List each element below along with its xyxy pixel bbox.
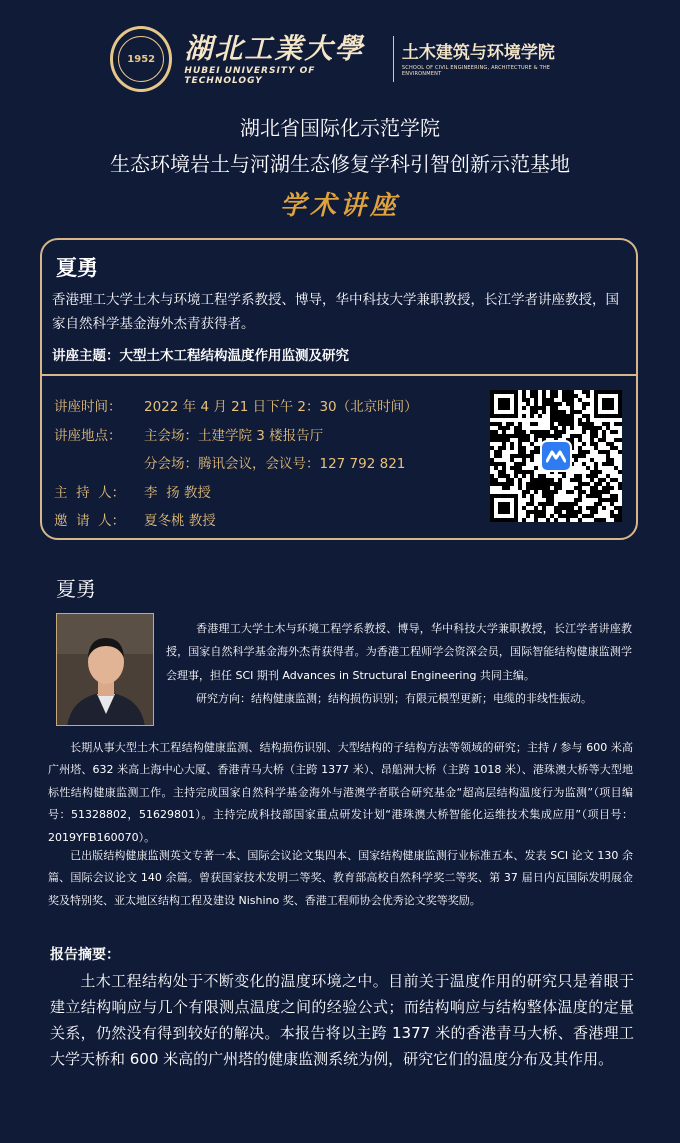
bio-paragraph-1 xyxy=(166,617,632,710)
time-label: 讲座时间： xyxy=(54,399,122,415)
speaker-short-bio: 香港理工大学土木与环境工程学系教授、博导，华中科技大学兼职教授，长江学者讲座教授，国家自然科学基金海外杰青获得者。 xyxy=(52,292,619,332)
place-main: 主会场：土建学院 3 楼报告厅 xyxy=(144,427,324,444)
qr-code-icon[interactable] xyxy=(490,390,622,522)
tencent-meeting-logo-icon xyxy=(540,440,572,472)
card-divider xyxy=(42,374,636,376)
inviter-label: 邀 请 人： xyxy=(54,513,126,529)
brand-divider xyxy=(393,36,394,82)
title-line-3: 学术讲座 xyxy=(279,191,400,221)
abstract-body: 土木工程结构处于不断变化的温度环境之中。目前关于温度作用的研究只是着眼于建立结构响应与几个有限测点温度之间的经验公式；而结构响应与结构整体温度的定量关系，仍然没有得到较好的解决。本报告将以主跨 1377 米的香港青马大桥、香港理工大学天桥和 600 米高的广州塔的健康监测系统为例，研究它们的温度分布及其作用。 xyxy=(50,972,634,1068)
lecture-topic: 讲座主题：大型土木工程结构温度作用监测及研究 xyxy=(52,348,349,364)
seal-year: 1952 xyxy=(118,36,164,82)
place-label: 讲座地点： xyxy=(54,427,122,444)
bio-paragraph-3 xyxy=(48,845,633,912)
speaker-photo xyxy=(56,613,154,726)
lecture-details xyxy=(54,393,418,536)
bio-paragraph-2 xyxy=(48,737,633,849)
bio-speaker-name: 夏勇 xyxy=(56,577,96,601)
bio-p2-text: 长期从事大型土木工程结构健康监测、结构损伤识别、大型结构的子结构方法等领域的研究；主持 / 参与 600 米高广州塔、632 米高上海中心大厦、香港青马大桥（主跨 1377 米）、昂船洲大桥（主跨 1018 米）、港珠澳大桥等大型地标性结构健康监测工作。主持完成国家自然科学基金海外与港澳学者联合研究基金“超高层结构温度行为监测”（项目编号：51328802，51629801）。主持完成科技部国家重点研发计划“港珠澳大桥智能化运维技术集成应用”（项目号：2019YFB160070）。 xyxy=(48,741,633,844)
title-line-1: 湖北省国际化示范学院 xyxy=(240,116,440,140)
brand-cn: 湖北工業大學 xyxy=(184,32,365,65)
brand xyxy=(184,32,385,86)
inviter-row xyxy=(54,507,418,536)
abstract-text xyxy=(50,968,634,1072)
speaker-name: 夏勇 xyxy=(56,256,98,280)
place-sub-row xyxy=(54,450,418,479)
school-en: SCHOOL OF CIVIL ENGINEERING, ARCHITECTURE & THE ENVIRONMENT xyxy=(401,65,551,77)
school-cn: 土木建筑与环境学院 xyxy=(401,43,555,63)
place-row xyxy=(54,422,418,451)
host-value: 李 扬 教授 xyxy=(144,484,211,501)
school xyxy=(402,41,580,77)
place-sub: 分会场：腾讯会议，会议号：127 792 821 xyxy=(144,456,406,472)
inviter-value: 夏冬桃 教授 xyxy=(144,513,216,529)
brand-en: HUBEI UNIVERSITY OF TECHNOLOGY xyxy=(184,66,316,86)
bio-p3-text: 已出版结构健康监测英文专著一本、国际会议论文集四本、国家结构健康监测行业标准五本、发表 SCI 论文 130 余篇、国际会议论文 140 余篇。曾获国家技术发明二等奖、教育部高校自然科学奖二等奖、第 37 届日内瓦国际发明展金奖及特别奖、亚太地区结构工程及建设 Nishino 奖、香港工程师协会优秀论文奖等奖励。 xyxy=(48,849,633,907)
bio-p1b-text: 研究方向：结构健康监测；结构损伤识别；有限元模型更新；电缆的非线性振动。 xyxy=(196,691,592,705)
title-line-2: 生态环境岩土与河湖生态修复学科引智创新示范基地 xyxy=(110,152,570,176)
time-row xyxy=(54,393,418,422)
time-value: 2022 年 4 月 21 日下午 2：30（北京时间） xyxy=(144,399,418,415)
lecture-info-card xyxy=(40,238,638,540)
header xyxy=(110,24,580,94)
university-seal-icon xyxy=(110,26,172,92)
host-row xyxy=(54,479,418,508)
host-label: 主 持 人： xyxy=(54,484,126,501)
abstract-label: 报告摘要： xyxy=(50,947,120,963)
bio-p1-text: 香港理工大学土木与环境工程学系教授、博导，华中科技大学兼职教授，长江学者讲座教授，国家自然科学基金海外杰青获得者。为香港工程师学会资深会员，国际智能结构健康监测学会理事，担任 SCI 期刊 Advances in Structural Engineering 共同主编。 xyxy=(166,622,632,682)
